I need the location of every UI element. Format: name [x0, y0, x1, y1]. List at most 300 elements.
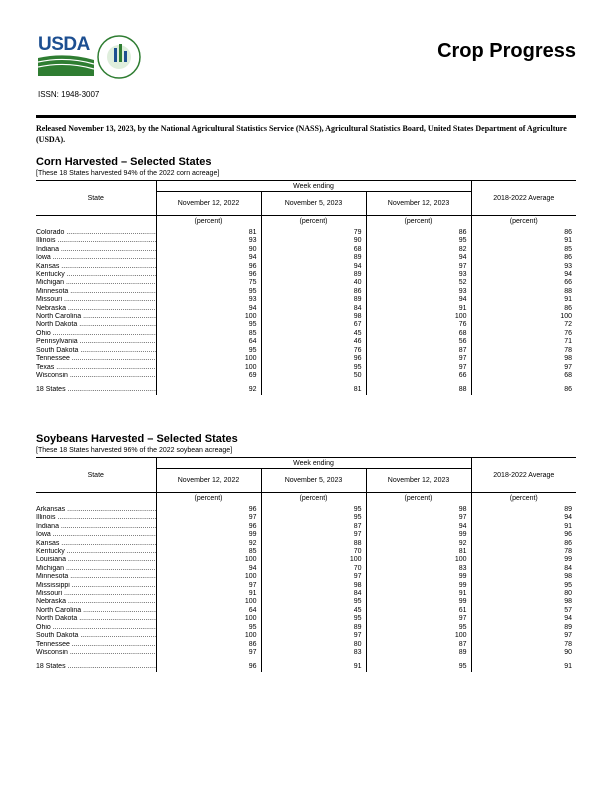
state-name: Nebraska .....	[36, 598, 156, 605]
value-cell: 69	[156, 372, 261, 380]
value-cell: 84	[261, 305, 366, 313]
state-name: Texas .....	[36, 364, 156, 371]
state-name: Nebraska .....	[36, 305, 156, 312]
state-name: Wisconsin .....	[36, 649, 156, 656]
value-cell: 99	[471, 556, 576, 564]
value-cell: 76	[261, 347, 366, 355]
value-cell: 100	[471, 313, 576, 321]
header-rule	[36, 115, 576, 118]
soybean-section-title: Soybeans Harvested – Selected States	[36, 433, 238, 445]
table-row	[36, 372, 576, 380]
value-cell: 89	[261, 271, 366, 279]
state-name: Illinois .....	[36, 237, 156, 244]
state-name: 18 States .....	[36, 663, 156, 670]
value-cell: 90	[156, 246, 261, 254]
value-cell: 92	[156, 386, 261, 394]
value-cell: 90	[261, 237, 366, 245]
value-cell: 97	[471, 632, 576, 640]
table-row	[36, 565, 576, 573]
week-ending-header: Week ending	[156, 181, 471, 192]
value-cell: 95	[366, 237, 471, 245]
state-name: Missouri .....	[36, 590, 156, 597]
table-row	[36, 229, 576, 237]
value-cell: 91	[366, 305, 471, 313]
table-row	[36, 540, 576, 548]
value-cell: 93	[156, 237, 261, 245]
value-cell: 97	[261, 632, 366, 640]
value-cell: 91	[156, 590, 261, 598]
value-cell: 86	[261, 288, 366, 296]
value-cell: 92	[156, 540, 261, 548]
table-row	[36, 556, 576, 564]
value-cell: 98	[471, 573, 576, 581]
value-cell: 100	[156, 615, 261, 623]
table-row	[36, 590, 576, 598]
state-name-cell	[36, 296, 156, 304]
state-name: Mississippi .....	[36, 582, 156, 589]
table-row	[36, 641, 576, 649]
value-cell: 84	[261, 590, 366, 598]
value-cell: 84	[471, 565, 576, 573]
value-cell: 94	[471, 615, 576, 623]
state-name: North Dakota .....	[36, 615, 156, 622]
value-cell: 96	[471, 531, 576, 539]
table-row	[36, 632, 576, 640]
value-cell: 100	[156, 313, 261, 321]
value-cell: 72	[471, 321, 576, 329]
table-row	[36, 624, 576, 632]
state-name-cell	[36, 523, 156, 531]
issn-number: ISSN: 1948-3007	[38, 90, 100, 99]
value-cell: 100	[156, 573, 261, 581]
state-name: North Dakota .....	[36, 321, 156, 328]
value-cell: 86	[471, 386, 576, 394]
value-cell: 94	[471, 514, 576, 522]
state-name-cell	[36, 598, 156, 606]
state-name: Arkansas .....	[36, 506, 156, 513]
value-cell: 83	[366, 565, 471, 573]
value-cell: 96	[156, 523, 261, 531]
value-cell: 97	[366, 615, 471, 623]
state-name: Illinois .....	[36, 514, 156, 521]
value-cell: 86	[471, 254, 576, 262]
value-cell: 57	[471, 607, 576, 615]
state-name: Michigan .....	[36, 279, 156, 286]
value-cell: 94	[156, 565, 261, 573]
table-row	[36, 237, 576, 245]
value-cell: 85	[156, 330, 261, 338]
state-name-cell	[36, 364, 156, 372]
value-cell: 88	[261, 540, 366, 548]
state-name-cell	[36, 506, 156, 514]
state-name-cell	[36, 338, 156, 346]
state-name: Michigan .....	[36, 565, 156, 572]
value-cell: 50	[261, 372, 366, 380]
value-cell: 97	[471, 364, 576, 372]
value-cell: 96	[156, 663, 261, 671]
col-header-nov5-2023: November 5, 2023	[261, 192, 366, 216]
value-cell: 40	[261, 279, 366, 287]
state-name: Minnesota .....	[36, 573, 156, 580]
value-cell: 93	[366, 288, 471, 296]
state-name-cell	[36, 573, 156, 581]
table-row	[36, 305, 576, 313]
corn-section	[36, 156, 576, 394]
unit-label: (percent)	[156, 493, 261, 507]
table-row	[36, 313, 576, 321]
value-cell: 95	[261, 506, 366, 514]
value-cell: 64	[156, 607, 261, 615]
value-cell: 96	[156, 271, 261, 279]
corn-section-title: Corn Harvested – Selected States	[36, 156, 212, 168]
value-cell: 94	[471, 271, 576, 279]
value-cell: 46	[261, 338, 366, 346]
state-name: Wisconsin .....	[36, 372, 156, 379]
value-cell: 80	[471, 590, 576, 598]
corn-section-note: [These 18 States harvested 94% of the 2022 corn acreage]	[36, 170, 220, 177]
agriculture-counts-seal	[96, 34, 142, 80]
value-cell: 98	[261, 582, 366, 590]
value-cell: 97	[156, 514, 261, 522]
unit-label: (percent)	[471, 216, 576, 230]
state-name-cell	[36, 531, 156, 539]
state-name-cell	[36, 254, 156, 262]
value-cell: 100	[156, 598, 261, 606]
state-name: Kentucky .....	[36, 548, 156, 555]
unit-label: (percent)	[156, 216, 261, 230]
usda-logo	[38, 34, 94, 76]
value-cell: 91	[261, 663, 366, 671]
value-cell: 95	[261, 615, 366, 623]
value-cell: 75	[156, 279, 261, 287]
unit-label: (percent)	[471, 493, 576, 507]
value-cell: 76	[366, 321, 471, 329]
table-row	[36, 364, 576, 372]
table-row	[36, 523, 576, 531]
value-cell: 80	[261, 641, 366, 649]
value-cell: 100	[366, 556, 471, 564]
value-cell: 89	[471, 506, 576, 514]
value-cell: 78	[471, 548, 576, 556]
value-cell: 99	[156, 531, 261, 539]
unit-label: (percent)	[366, 216, 471, 230]
value-cell: 95	[156, 288, 261, 296]
value-cell: 94	[366, 254, 471, 262]
value-cell: 92	[366, 540, 471, 548]
state-name: Missouri .....	[36, 296, 156, 303]
value-cell: 81	[261, 386, 366, 394]
value-cell: 97	[156, 582, 261, 590]
value-cell: 61	[366, 607, 471, 615]
soybean-table	[36, 457, 576, 672]
state-name: Tennessee .....	[36, 355, 156, 362]
state-name-cell	[36, 305, 156, 313]
state-name: Ohio .....	[36, 624, 156, 631]
state-name-cell	[36, 372, 156, 380]
unit-label: (percent)	[261, 216, 366, 230]
state-name-cell	[36, 649, 156, 657]
value-cell: 71	[471, 338, 576, 346]
table-row	[36, 548, 576, 556]
state-name-cell	[36, 556, 156, 564]
value-cell: 94	[366, 523, 471, 531]
table-row	[36, 321, 576, 329]
state-name: South Dakota .....	[36, 632, 156, 639]
table-row	[36, 296, 576, 304]
value-cell: 70	[261, 565, 366, 573]
value-cell: 93	[366, 271, 471, 279]
state-name: Iowa .....	[36, 254, 156, 261]
value-cell: 87	[366, 347, 471, 355]
value-cell: 97	[366, 355, 471, 363]
table-row	[36, 254, 576, 262]
value-cell: 98	[261, 313, 366, 321]
value-cell: 91	[471, 237, 576, 245]
seal-icon	[96, 34, 142, 80]
state-name-cell	[36, 229, 156, 237]
value-cell: 78	[471, 347, 576, 355]
value-cell: 95	[366, 663, 471, 671]
soybean-section-note: [These 18 States harvested 96% of the 2022 soybean acreage]	[36, 447, 233, 454]
table-row	[36, 649, 576, 657]
table-row	[36, 288, 576, 296]
value-cell: 95	[366, 624, 471, 632]
value-cell: 78	[471, 641, 576, 649]
value-cell: 96	[261, 355, 366, 363]
value-cell: 85	[156, 548, 261, 556]
value-cell: 94	[261, 263, 366, 271]
state-name-cell	[36, 321, 156, 329]
value-cell: 94	[156, 254, 261, 262]
table-row	[36, 582, 576, 590]
state-name-cell	[36, 540, 156, 548]
col-header-nov12-2022: November 12, 2022	[156, 469, 261, 493]
state-name-cell	[36, 641, 156, 649]
value-cell: 98	[471, 598, 576, 606]
state-name-cell	[36, 330, 156, 338]
value-cell: 68	[366, 330, 471, 338]
unit-label: (percent)	[261, 493, 366, 507]
value-cell: 94	[366, 296, 471, 304]
value-cell: 93	[471, 263, 576, 271]
state-name: Pennsylvania .....	[36, 338, 156, 345]
state-name: North Carolina .....	[36, 313, 156, 320]
state-header: State	[36, 181, 156, 216]
value-cell: 89	[261, 296, 366, 304]
value-cell: 45	[261, 607, 366, 615]
state-name-cell	[36, 615, 156, 623]
table-row	[36, 330, 576, 338]
value-cell: 56	[366, 338, 471, 346]
state-name-cell	[36, 347, 156, 355]
state-name-cell	[36, 590, 156, 598]
value-cell: 95	[261, 514, 366, 522]
state-name-cell	[36, 271, 156, 279]
value-cell: 95	[156, 624, 261, 632]
col-header-nov5-2023: November 5, 2023	[261, 469, 366, 493]
state-header: State	[36, 458, 156, 493]
value-cell: 85	[471, 246, 576, 254]
value-cell: 95	[156, 321, 261, 329]
value-cell: 86	[471, 540, 576, 548]
value-cell: 100	[156, 355, 261, 363]
table-row	[36, 338, 576, 346]
state-name: Louisiana .....	[36, 556, 156, 563]
value-cell: 100	[156, 556, 261, 564]
value-cell: 70	[261, 548, 366, 556]
value-cell: 89	[261, 624, 366, 632]
value-cell: 100	[156, 364, 261, 372]
table-row	[36, 573, 576, 581]
corn-table	[36, 180, 576, 395]
state-name-cell	[36, 246, 156, 254]
col-header-nov12-2023: November 12, 2023	[366, 192, 471, 216]
state-name: Ohio .....	[36, 330, 156, 337]
value-cell: 66	[366, 372, 471, 380]
value-cell: 68	[471, 372, 576, 380]
value-cell: 67	[261, 321, 366, 329]
value-cell: 96	[156, 506, 261, 514]
value-cell: 91	[471, 296, 576, 304]
state-name-cell	[36, 548, 156, 556]
state-name-cell	[36, 514, 156, 522]
state-name-cell	[36, 624, 156, 632]
state-name-cell	[36, 313, 156, 321]
value-cell: 95	[471, 582, 576, 590]
value-cell: 97	[366, 263, 471, 271]
table-row	[36, 531, 576, 539]
value-cell: 86	[471, 229, 576, 237]
total-row	[36, 663, 576, 671]
table-row	[36, 355, 576, 363]
unit-label: (percent)	[366, 493, 471, 507]
value-cell: 91	[471, 523, 576, 531]
state-name: South Dakota .....	[36, 347, 156, 354]
value-cell: 95	[156, 347, 261, 355]
value-cell: 76	[471, 330, 576, 338]
col-header-nov12-2023: November 12, 2023	[366, 469, 471, 493]
state-name-cell	[36, 288, 156, 296]
value-cell: 87	[366, 641, 471, 649]
table-row	[36, 506, 576, 514]
table-row	[36, 607, 576, 615]
state-name-cell	[36, 237, 156, 245]
value-cell: 94	[156, 305, 261, 313]
value-cell: 99	[366, 531, 471, 539]
state-name: Tennessee .....	[36, 641, 156, 648]
value-cell: 98	[471, 355, 576, 363]
value-cell: 86	[471, 305, 576, 313]
soybean-section	[36, 433, 576, 671]
table-row	[36, 514, 576, 522]
value-cell: 64	[156, 338, 261, 346]
state-name: Kansas .....	[36, 263, 156, 270]
value-cell: 97	[366, 514, 471, 522]
value-cell: 91	[471, 663, 576, 671]
value-cell: 96	[156, 263, 261, 271]
value-cell: 89	[471, 624, 576, 632]
value-cell: 88	[471, 288, 576, 296]
value-cell: 86	[366, 229, 471, 237]
average-header: 2018-2022 Average	[471, 458, 576, 493]
value-cell: 87	[261, 523, 366, 531]
value-cell: 45	[261, 330, 366, 338]
value-cell: 82	[366, 246, 471, 254]
table-row	[36, 347, 576, 355]
usda-wordmark: USDA	[38, 34, 90, 55]
value-cell: 88	[366, 386, 471, 394]
value-cell: 100	[261, 556, 366, 564]
report-title: Crop Progress	[437, 40, 576, 62]
report-header	[38, 34, 576, 84]
value-cell: 91	[366, 590, 471, 598]
state-name-cell	[36, 355, 156, 363]
state-name: Kentucky .....	[36, 271, 156, 278]
table-row	[36, 615, 576, 623]
state-name-cell	[36, 386, 156, 394]
state-name: Indiana .....	[36, 523, 156, 530]
value-cell: 99	[366, 598, 471, 606]
table-row	[36, 271, 576, 279]
state-name: Indiana .....	[36, 246, 156, 253]
value-cell: 97	[366, 364, 471, 372]
col-header-nov12-2022: November 12, 2022	[156, 192, 261, 216]
state-name: Colorado .....	[36, 229, 156, 236]
value-cell: 98	[366, 506, 471, 514]
value-cell: 95	[261, 598, 366, 606]
release-statement: Released November 13, 2023, by the National Agricultural Statistics Service (NASS), Agricultural Statistics Board, United States Department of Agriculture (USDA).	[36, 124, 567, 144]
value-cell: 90	[471, 649, 576, 657]
table-row	[36, 598, 576, 606]
state-name-cell	[36, 663, 156, 671]
value-cell: 66	[471, 279, 576, 287]
value-cell: 89	[261, 254, 366, 262]
state-name-cell	[36, 279, 156, 287]
state-name: Iowa .....	[36, 531, 156, 538]
value-cell: 99	[366, 582, 471, 590]
state-name: 18 States .....	[36, 386, 156, 393]
state-name-cell	[36, 582, 156, 590]
state-name-cell	[36, 607, 156, 615]
average-header: 2018-2022 Average	[471, 181, 576, 216]
value-cell: 81	[366, 548, 471, 556]
table-row	[36, 263, 576, 271]
value-cell: 83	[261, 649, 366, 657]
value-cell: 93	[156, 296, 261, 304]
value-cell: 52	[366, 279, 471, 287]
value-cell: 81	[156, 229, 261, 237]
value-cell: 100	[156, 632, 261, 640]
table-row	[36, 279, 576, 287]
value-cell: 97	[261, 531, 366, 539]
value-cell: 100	[366, 313, 471, 321]
state-name-cell	[36, 632, 156, 640]
value-cell: 97	[261, 573, 366, 581]
value-cell: 100	[366, 632, 471, 640]
total-row	[36, 386, 576, 394]
value-cell: 79	[261, 229, 366, 237]
value-cell: 68	[261, 246, 366, 254]
value-cell: 95	[261, 364, 366, 372]
value-cell: 86	[156, 641, 261, 649]
value-cell: 97	[156, 649, 261, 657]
state-name-cell	[36, 565, 156, 573]
state-name: Minnesota .....	[36, 288, 156, 295]
value-cell: 89	[366, 649, 471, 657]
state-name-cell	[36, 263, 156, 271]
value-cell: 99	[366, 573, 471, 581]
state-name: Kansas .....	[36, 540, 156, 547]
